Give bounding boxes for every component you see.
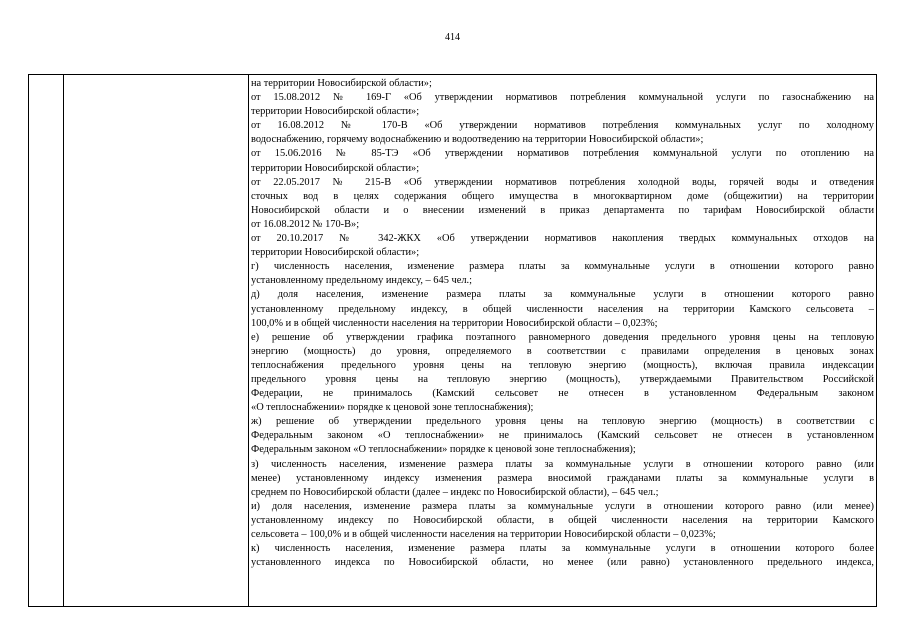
text-line: установленному предельному индексу, – 645 чел.; xyxy=(251,275,472,287)
text-line: Федеральным законом «О теплоснабжении» порядке к ценовой зоне теплоснабжения); xyxy=(251,444,636,456)
text-line: территории Новосибирской области»; xyxy=(251,162,420,174)
text-line: Новосибирской области и о внесении изменений в приказ департамента по тарифам Новосибирской области xyxy=(251,204,874,216)
text-line: предельного уровня цены на тепловую энергию (мощность), утверждаемыми Правительством Российской xyxy=(251,373,874,385)
text-line: з) численность населения, изменение размера платы за коммунальные услуги в отношении которого равно (или xyxy=(251,458,874,470)
text-line: к) численность населения, изменение размера платы за коммунальные услуги в отношении которого более xyxy=(251,543,874,555)
text-line: территории Новосибирской области»; xyxy=(251,106,420,118)
text-line: от 16.08.2012 № 170-В»; xyxy=(251,218,360,230)
text-line: установленному предельному индексу, в общей численности населения на территории Камского сельсовета – xyxy=(251,303,874,315)
text-line: от 15.06.2016 № 85-ТЭ «Об утверждении нормативов потребления коммунальной услуги по отоплению на xyxy=(251,148,874,160)
text-line: сельсовета – 100,0% и в общей численности населения на территории Новосибирской области – 0,023%; xyxy=(251,529,716,540)
text-line: водоснабжению, горячему водоснабжению и водоотведению на территории Новосибирской области»; xyxy=(251,134,704,146)
text-line: теплоснабжения предельного уровня цены на тепловую энергию (мощность), включая правила индексации xyxy=(251,359,874,371)
text-line: д) доля населения, изменение размера платы за коммунальные услуги в отношении которого равно xyxy=(251,289,874,301)
document-table xyxy=(28,74,877,607)
text-line: е) решение об утверждении графика поэтапного равномерного доведения предельного уровня цены на тепловую xyxy=(251,331,874,343)
text-line: от 15.08.2012 № 169-Г «Об утверждении нормативов потребления коммунальной услуги по газоснабжению на xyxy=(251,92,874,104)
text-line: от 20.10.2017 № 342-ЖКХ «Об утверждении нормативов накопления твердых коммунальных отходов на xyxy=(251,233,874,245)
text-line: «О теплоснабжении» порядке к ценовой зоне теплоснабжения); xyxy=(251,402,534,414)
text-line: от 16.08.2012 № 170-В «Об утверждении нормативов потребления коммунальных услуг по холодному xyxy=(251,120,874,132)
text-line: от 22.05.2017 № 215-В «Об утверждении нормативов потребления холодной воды, горячей воды и отведения xyxy=(251,176,874,188)
text-line: среднем по Новосибирской области (далее – индекс по Новосибирской области), – 645 чел.; xyxy=(251,486,659,498)
text-line: 100,0% и в общей численности населения на территории Новосибирской области – 0,023%; xyxy=(251,317,658,329)
text-line: ж) решение об утверждении предельного уровня цены на тепловую энергию (мощность) в соответствии с xyxy=(251,416,874,428)
table-cell-text xyxy=(251,77,874,606)
text-line: Федерации, не принималось (Камский сельсовет не отнесен в установленном Федеральным законом xyxy=(251,388,874,400)
text-line: и) доля населения, изменение размера платы за коммунальные услуги в отношении которого равно (или менее) xyxy=(251,500,874,512)
text-line: установленного индекса по Новосибирской области, но менее (или равно) установленного предельного индекса, xyxy=(251,557,874,569)
text-line: территории Новосибирской области»; xyxy=(251,247,420,259)
text-line: г) численность населения, изменение размера платы за коммунальные услуги в отношении которого равно xyxy=(251,261,874,273)
text-line: менее) установленному индексу изменения размера вносимой гражданами платы за коммунальные услуги в xyxy=(251,472,874,484)
text-line: сточных вод в целях содержания общего имущества в многоквартирном доме (общежитии) на территории xyxy=(251,190,874,202)
text-line: энергию (мощность) до уровня, определяемого в соответствии с правилами определения в ценовых зонах xyxy=(251,345,874,357)
text-line: на территории Новосибирской области»; xyxy=(251,78,432,89)
text-line: Федеральным законом «О теплоснабжении» не принималось (Камский сельсовет не отнесен в установленном xyxy=(251,430,874,442)
column-divider-2 xyxy=(248,75,249,606)
column-divider-1 xyxy=(63,75,64,606)
page-number: 414 xyxy=(445,32,460,43)
text-line: установленному индексу по Новосибирской области, в общей численности населения на территории Камского xyxy=(251,514,874,526)
